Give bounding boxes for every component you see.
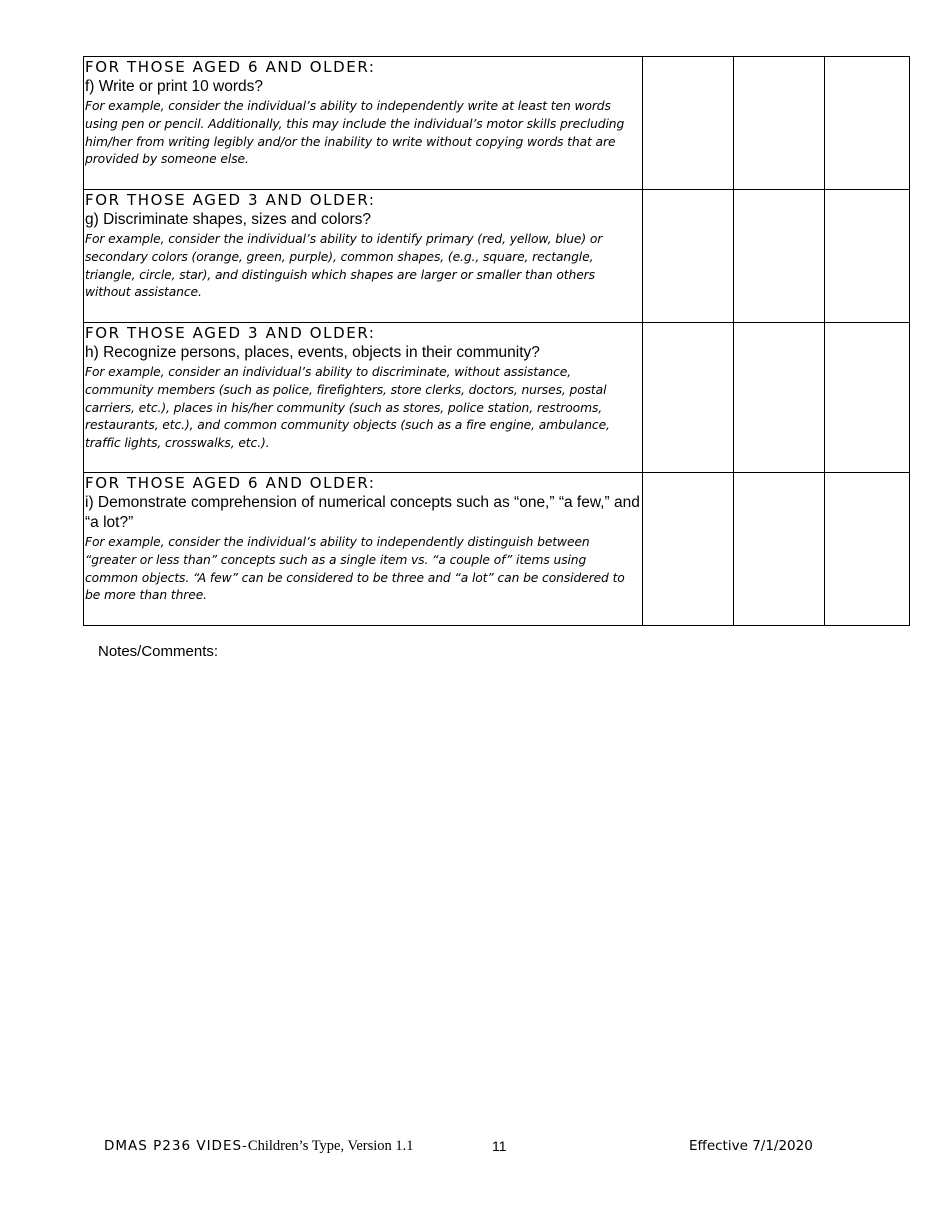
footer-form-title: Children’s Type, Version 1.1 <box>247 1138 414 1154</box>
score-cell-3[interactable] <box>825 57 910 190</box>
assessment-table <box>83 56 910 626</box>
footer-form-code: DMAS P236 VIDES- <box>104 1138 248 1154</box>
score-cell-2[interactable] <box>734 57 825 190</box>
score-cell-1[interactable] <box>643 473 734 626</box>
example-text: For example, consider the individual’s ability to independently write at least ten words using pen or pencil. Additionally, this may include the individual’s motor skills precluding him/her from writing legibly and/or the inability to write without copying words that are provided by someone else. <box>85 99 625 167</box>
age-heading: FOR THOSE AGED 6 AND OLDER: <box>85 58 376 76</box>
score-cell-3[interactable] <box>825 473 910 626</box>
table-row <box>84 323 910 473</box>
score-cell-3[interactable] <box>825 190 910 323</box>
score-cell-1[interactable] <box>643 323 734 473</box>
question-text: g) Discriminate shapes, sizes and colors? <box>85 211 372 228</box>
footer-form-id <box>104 1138 414 1155</box>
question-cell <box>84 57 643 190</box>
question-cell <box>84 473 643 626</box>
age-heading: FOR THOSE AGED 3 AND OLDER: <box>85 191 376 209</box>
question-text: h) Recognize persons, places, events, objects in their community? <box>85 344 540 361</box>
score-cell-2[interactable] <box>734 323 825 473</box>
score-cell-1[interactable] <box>643 190 734 323</box>
question-text: f) Write or print 10 words? <box>85 78 264 95</box>
score-cell-2[interactable] <box>734 190 825 323</box>
table-row <box>84 190 910 323</box>
effective-date: Effective 7/1/2020 <box>689 1138 813 1154</box>
age-heading: FOR THOSE AGED 3 AND OLDER: <box>85 324 376 342</box>
score-cell-1[interactable] <box>643 57 734 190</box>
table-row <box>84 57 910 190</box>
example-text: For example, consider the individual’s ability to independently distinguish between “greater or less than” concepts such as a single item vs. “a couple of” items using common objects. “A few” can be considered to be three and “a lot” can be considered to be more than three. <box>85 535 625 603</box>
example-text: For example, consider an individual’s ability to discriminate, without assistance, community members (such as police, firefighters, store clerks, doctors, nurses, postal carriers, etc.), places in his/her community (such as stores, police station, restrooms, restaurants, etc.), and common community objects (such as a fire engine, ambulance, traffic lights, crosswalks, etc.). <box>85 365 610 451</box>
page-number: 11 <box>492 1138 507 1154</box>
example-text: For example, consider the individual’s ability to identify primary (red, yellow, blue) or secondary colors (orange, green, purple), common shapes, (e.g., square, rectangle, triangle, circle, star), and distinguish which shapes are larger or smaller than others without assistance. <box>85 232 603 300</box>
notes-comments-label: Notes/Comments: <box>98 643 219 660</box>
table-row <box>84 473 910 626</box>
question-cell <box>84 323 643 473</box>
age-heading: FOR THOSE AGED 6 AND OLDER: <box>85 474 376 492</box>
score-cell-2[interactable] <box>734 473 825 626</box>
score-cell-3[interactable] <box>825 323 910 473</box>
question-cell <box>84 190 643 323</box>
question-text: i) Demonstrate comprehension of numerical concepts such as “one,” “a few,” and “a lot?” <box>85 494 640 531</box>
